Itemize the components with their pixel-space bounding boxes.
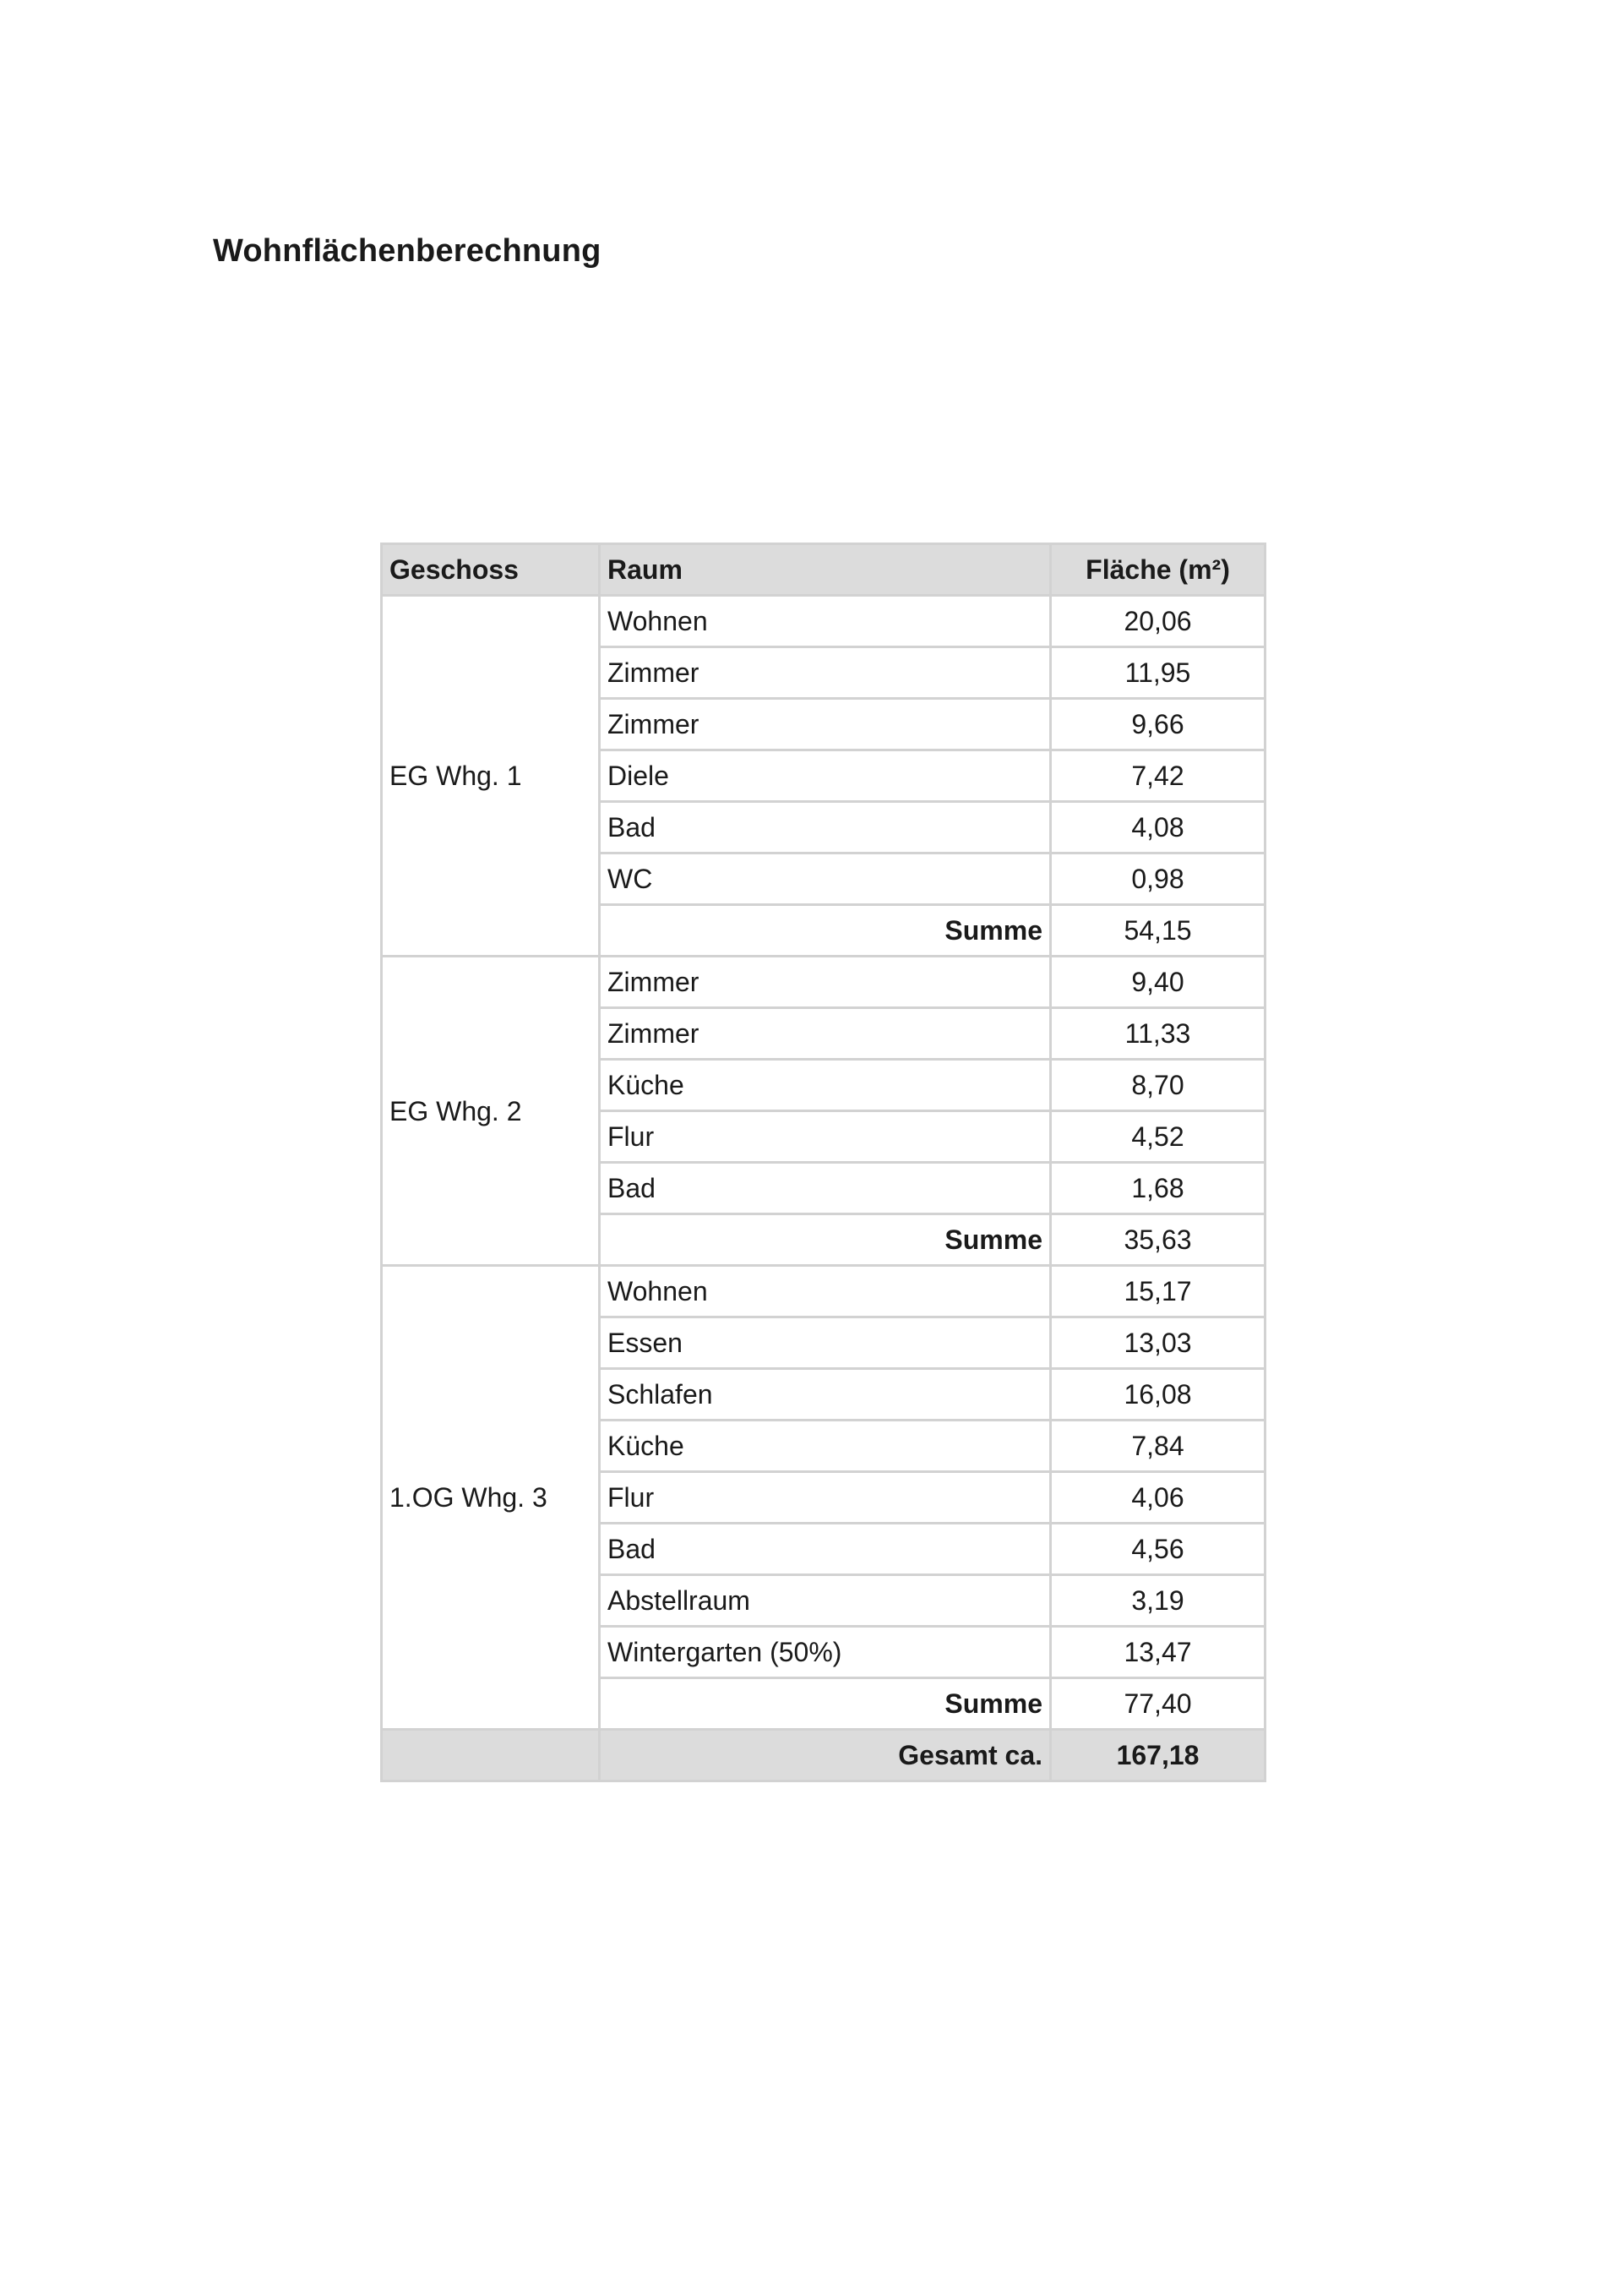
area-cell: 9,66 [1051,699,1265,750]
room-cell: Zimmer [600,647,1051,699]
floor-cell: EG Whg. 2 [382,957,600,1266]
table-row [382,596,1265,647]
room-cell: Küche [600,1421,1051,1472]
area-cell: 7,84 [1051,1421,1265,1472]
table-body [382,596,1265,1781]
room-cell: Flur [600,1111,1051,1163]
room-cell: WC [600,854,1051,905]
area-cell: 3,19 [1051,1575,1265,1627]
sum-value: 54,15 [1051,905,1265,957]
room-cell: Schlafen [600,1369,1051,1421]
area-cell: 15,17 [1051,1266,1265,1317]
sum-value: 35,63 [1051,1214,1265,1266]
header-area: Fläche (m²) [1051,544,1265,596]
room-cell: Bad [600,802,1051,854]
room-cell: Zimmer [600,957,1051,1008]
room-cell: Wohnen [600,596,1051,647]
area-cell: 8,70 [1051,1060,1265,1111]
total-label: Gesamt ca. [600,1730,1051,1781]
room-cell: Zimmer [600,1008,1051,1060]
room-cell: Zimmer [600,699,1051,750]
room-cell: Diele [600,750,1051,802]
room-cell: Essen [600,1317,1051,1369]
total-empty-cell [382,1730,600,1781]
total-row [382,1730,1265,1781]
room-cell: Wintergarten (50%) [600,1627,1051,1678]
area-cell: 9,40 [1051,957,1265,1008]
area-cell: 13,03 [1051,1317,1265,1369]
area-cell: 4,06 [1051,1472,1265,1524]
area-cell: 0,98 [1051,854,1265,905]
area-table [380,543,1266,1782]
sum-label: Summe [600,905,1051,957]
page-title: Wohnflächenberechnung [213,233,601,269]
room-cell: Bad [600,1163,1051,1214]
area-cell: 11,33 [1051,1008,1265,1060]
header-floor: Geschoss [382,544,600,596]
area-cell: 13,47 [1051,1627,1265,1678]
table-row [382,1266,1265,1317]
table-header-row [382,544,1265,596]
header-room: Raum [600,544,1051,596]
room-cell: Flur [600,1472,1051,1524]
area-cell: 7,42 [1051,750,1265,802]
sum-label: Summe [600,1678,1051,1730]
room-cell: Abstellraum [600,1575,1051,1627]
area-cell: 1,68 [1051,1163,1265,1214]
sum-value: 77,40 [1051,1678,1265,1730]
area-cell: 11,95 [1051,647,1265,699]
area-cell: 20,06 [1051,596,1265,647]
table-row [382,957,1265,1008]
total-value: 167,18 [1051,1730,1265,1781]
room-cell: Küche [600,1060,1051,1111]
floor-cell: 1.OG Whg. 3 [382,1266,600,1730]
sum-label: Summe [600,1214,1051,1266]
area-cell: 4,56 [1051,1524,1265,1575]
floor-cell: EG Whg. 1 [382,596,600,957]
area-cell: 4,08 [1051,802,1265,854]
area-cell: 4,52 [1051,1111,1265,1163]
area-cell: 16,08 [1051,1369,1265,1421]
room-cell: Bad [600,1524,1051,1575]
room-cell: Wohnen [600,1266,1051,1317]
